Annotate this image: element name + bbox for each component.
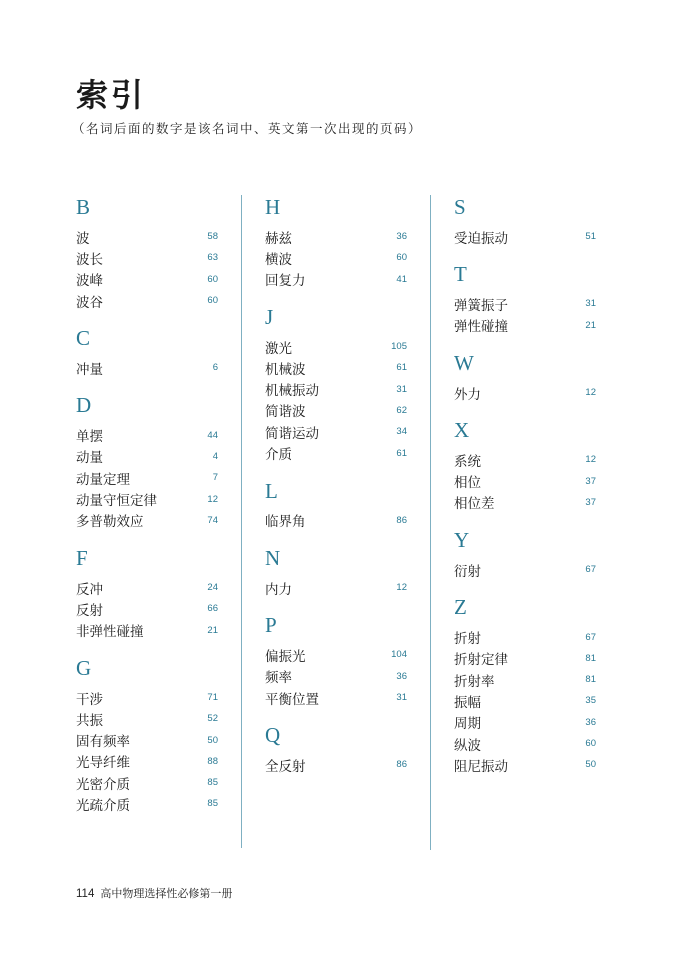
entry-page-number: 71 [207, 692, 218, 703]
entry-term: 外力 [454, 386, 481, 403]
section-letter: G [76, 655, 92, 680]
index-section-x [454, 416, 596, 513]
index-entry [454, 712, 596, 733]
index-entry [76, 751, 218, 772]
index-section-t [454, 260, 596, 336]
entry-term: 动量 [76, 450, 103, 467]
entry-page-number: 88 [207, 755, 218, 767]
index-entry [76, 510, 218, 531]
page-subtitle: （名词后面的数字是该名词中、英文第一次出现的页码） [72, 121, 423, 136]
entry-term: 固有频率 [76, 734, 130, 751]
section-letter: N [265, 545, 281, 570]
entry-page-number: 31 [396, 692, 407, 703]
index-entry [76, 577, 218, 598]
entry-page-number: 21 [207, 624, 218, 636]
entry-page-number: 12 [585, 454, 596, 466]
entry-page-number: 85 [207, 798, 218, 810]
entry-term: 机械振动 [265, 383, 319, 400]
index-section-g [76, 654, 218, 815]
entry-term: 光密介质 [76, 776, 130, 793]
entry-page-number: 58 [207, 231, 218, 243]
section-letter: L [265, 478, 278, 503]
section-letter: S [454, 195, 466, 219]
entry-page-number: 37 [585, 496, 596, 508]
index-entry [76, 687, 218, 708]
index-entry [454, 293, 596, 314]
entry-term: 折射率 [454, 673, 495, 690]
entry-page-number: 86 [396, 759, 407, 771]
entry-page-number: 24 [207, 582, 218, 594]
entry-page-number: 37 [585, 475, 596, 487]
entry-term: 频率 [265, 670, 292, 687]
index-entry [76, 598, 218, 619]
index-entry [76, 488, 218, 509]
section-letter: P [265, 613, 277, 638]
entry-term: 反冲 [76, 581, 103, 598]
index-entry [76, 620, 218, 641]
entry-term: 干涉 [76, 691, 103, 708]
entry-term: 折射定律 [454, 652, 508, 669]
index-entry [76, 467, 218, 488]
entry-term: 简谐运动 [265, 425, 319, 442]
entry-page-number: 85 [207, 777, 218, 789]
column-divider [241, 195, 242, 848]
entry-term: 受迫振动 [454, 230, 508, 247]
entry-term: 系统 [454, 453, 481, 470]
index-entry [76, 446, 218, 467]
entry-page-number: 66 [207, 603, 218, 615]
entry-term: 衍射 [454, 563, 481, 580]
section-letter: C [76, 326, 91, 351]
entry-term: 平衡位置 [265, 691, 319, 708]
page-footer [76, 885, 232, 901]
entry-term: 波长 [76, 251, 103, 268]
index-entry [454, 226, 596, 247]
entry-page-number: 61 [396, 447, 407, 459]
entry-term: 光导纤维 [76, 755, 130, 772]
entry-page-number: 12 [396, 582, 407, 594]
entry-term: 纵波 [454, 737, 481, 754]
index-section-q [265, 721, 407, 775]
entry-page-number: 31 [396, 383, 407, 395]
index-entry [76, 793, 218, 814]
footer-page-number: 114 [76, 888, 95, 900]
entry-page-number: 41 [396, 273, 407, 285]
section-letter: D [76, 393, 92, 418]
index-entry [265, 226, 407, 247]
section-letter: W [454, 350, 474, 375]
entry-page-number: 34 [396, 426, 407, 438]
index-section-f [76, 544, 218, 641]
entry-term: 弹簧振子 [454, 297, 508, 314]
section-letter: X [454, 418, 470, 443]
index-entry [454, 754, 596, 775]
index-entry [454, 690, 596, 711]
entry-term: 阻尼振动 [454, 758, 508, 775]
entry-term: 非弹性碰撞 [76, 624, 144, 641]
section-letter: H [265, 195, 281, 219]
entry-page-number: 36 [585, 716, 596, 728]
index-entry [265, 269, 407, 290]
entry-term: 相位差 [454, 496, 495, 513]
entry-term: 振幅 [454, 694, 481, 711]
section-letter: J [265, 304, 274, 329]
entry-page-number: 52 [207, 713, 218, 725]
index-entry [454, 449, 596, 470]
entry-term: 临界角 [265, 514, 306, 531]
entry-page-number: 61 [396, 362, 407, 374]
index-entry [454, 492, 596, 513]
entry-page-number: 51 [585, 231, 596, 243]
entry-term: 简谐波 [265, 404, 306, 421]
entry-term: 激光 [265, 340, 292, 357]
entry-page-number: 67 [585, 564, 596, 576]
section-letter: F [76, 545, 88, 570]
index-entry [76, 226, 218, 247]
index-entry [76, 357, 218, 378]
index-section-n [265, 544, 407, 598]
entry-page-number: 60 [585, 738, 596, 749]
entry-term: 单摆 [76, 429, 103, 446]
entry-page-number: 21 [585, 319, 596, 331]
section-letter: Z [454, 595, 467, 620]
index-entry [265, 510, 407, 531]
entry-term: 反射 [76, 602, 103, 619]
entry-page-number: 12 [207, 493, 218, 505]
entry-term: 折射 [454, 631, 481, 648]
index-entry [265, 577, 407, 598]
entry-term: 偏振光 [265, 648, 306, 665]
entry-page-number: 67 [585, 631, 596, 643]
entry-page-number: 60 [396, 252, 407, 264]
entry-page-number: 50 [207, 734, 218, 746]
index-entry [454, 382, 596, 403]
index-entry [265, 754, 407, 775]
index-section-s [454, 193, 596, 247]
entry-page-number: 44 [207, 429, 218, 441]
index-entry [454, 648, 596, 669]
entry-term: 弹性碰撞 [454, 319, 508, 336]
index-entry [454, 315, 596, 336]
index-section-h [265, 193, 407, 290]
entry-page-number: 36 [396, 670, 407, 682]
index-entry [76, 247, 218, 268]
index-entry [76, 269, 218, 290]
entry-page-number: 4 [212, 450, 218, 462]
entry-page-number: 81 [585, 652, 596, 664]
section-letter: Q [265, 723, 281, 748]
index-entry [76, 424, 218, 445]
index-entry [265, 687, 407, 708]
entry-term: 动量定理 [76, 471, 130, 488]
index-entry [265, 336, 407, 357]
column-divider [430, 195, 431, 850]
page-title: 索引 [76, 76, 147, 114]
entry-term: 光疏介质 [76, 797, 130, 814]
entry-page-number: 60 [207, 273, 218, 285]
entry-term: 介质 [265, 447, 292, 464]
entry-term: 冲量 [76, 361, 103, 378]
entry-term: 共振 [76, 712, 103, 729]
section-letter: B [76, 195, 91, 219]
index-section-d [76, 391, 218, 530]
index-entry [265, 400, 407, 421]
entry-term: 横波 [265, 251, 292, 268]
index-section-j [265, 303, 407, 464]
entry-page-number: 105 [391, 341, 407, 353]
index-section-w [454, 349, 596, 403]
index-section-b [76, 193, 218, 311]
entry-term: 波谷 [76, 294, 103, 311]
index-section-c [76, 324, 218, 378]
index-section-p [265, 611, 407, 708]
index-entry [76, 729, 218, 750]
entry-page-number: 74 [207, 514, 218, 526]
index-entry [454, 733, 596, 754]
entry-page-number: 7 [212, 472, 218, 484]
entry-page-number: 36 [396, 231, 407, 243]
entry-page-number: 35 [585, 695, 596, 707]
entry-page-number: 62 [396, 404, 407, 416]
entry-term: 内力 [265, 581, 292, 598]
entry-term: 动量守恒定律 [76, 493, 157, 510]
index-entry [265, 644, 407, 665]
section-letter: T [454, 262, 467, 287]
index-entry [265, 442, 407, 463]
entry-term: 机械波 [265, 361, 306, 378]
entry-page-number: 31 [585, 298, 596, 310]
footer-book-title: 高中物理选择性必修第一册 [100, 887, 233, 900]
entry-page-number: 50 [585, 759, 596, 771]
index-entry [454, 559, 596, 580]
index-entry [454, 626, 596, 647]
entry-term: 相位 [454, 475, 481, 492]
entry-page-number: 60 [207, 295, 218, 307]
index-entry [76, 772, 218, 793]
entry-term: 波 [76, 230, 90, 247]
entry-page-number: 86 [396, 514, 407, 526]
entry-term: 周期 [454, 716, 481, 733]
index-column-3 [454, 193, 596, 788]
entry-page-number: 63 [207, 252, 218, 264]
entry-term: 赫兹 [265, 230, 292, 247]
entry-term: 回复力 [265, 273, 306, 290]
section-letter: Y [454, 528, 470, 553]
index-entry [265, 421, 407, 442]
entry-page-number: 6 [212, 362, 218, 374]
index-entry [454, 669, 596, 690]
index-entry [265, 357, 407, 378]
entry-page-number: 81 [585, 674, 596, 686]
index-entry [265, 378, 407, 399]
entry-page-number: 12 [585, 387, 596, 399]
index-column-1 [76, 193, 218, 828]
index-section-y [454, 526, 596, 580]
index-entry [76, 708, 218, 729]
entry-page-number: 104 [391, 649, 407, 661]
entry-term: 多普勒效应 [76, 514, 144, 531]
index-entry [265, 666, 407, 687]
entry-term: 全反射 [265, 758, 306, 775]
index-column-2 [265, 193, 407, 788]
index-section-z [454, 593, 596, 775]
index-section-l [265, 477, 407, 531]
index-entry [265, 247, 407, 268]
index-entry [76, 290, 218, 311]
index-entry [454, 470, 596, 491]
entry-term: 波峰 [76, 273, 103, 290]
